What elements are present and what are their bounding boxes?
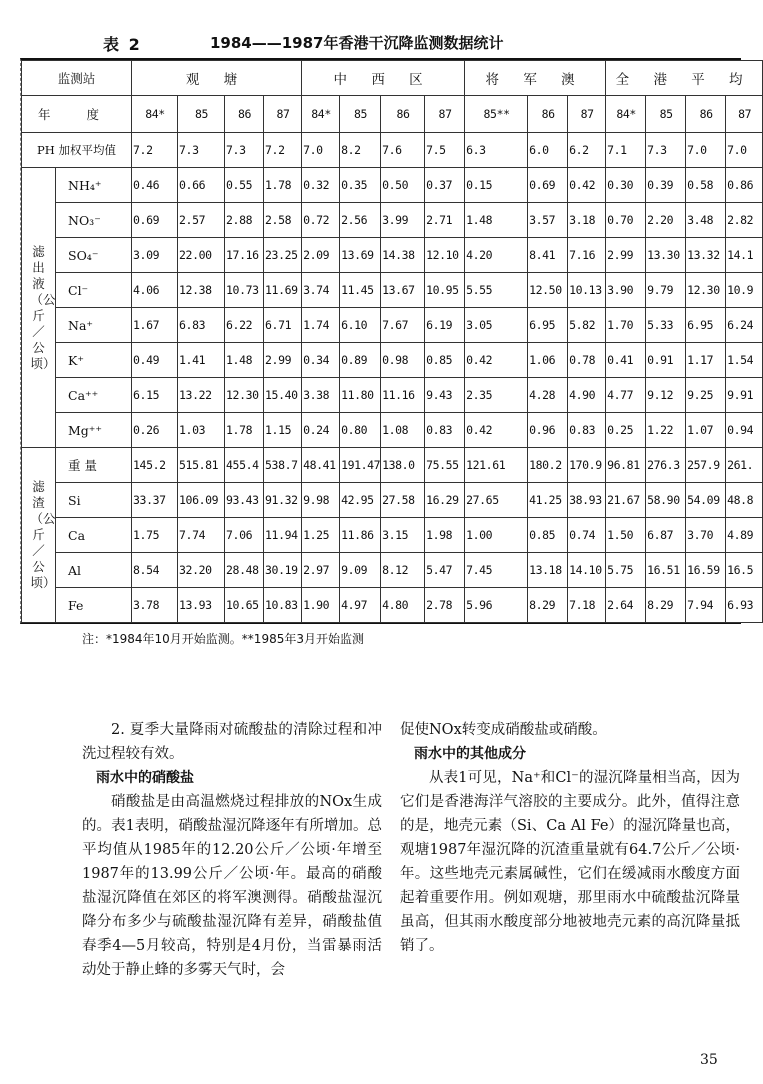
station-header-row bbox=[22, 61, 763, 96]
ph-value-cell: 7.0 bbox=[686, 133, 726, 168]
value-cell: 0.89 bbox=[340, 343, 381, 378]
paragraph: 促使NOx转变成硝酸盐或硝酸。 bbox=[400, 722, 607, 738]
value-cell: 5.75 bbox=[606, 553, 646, 588]
value-cell: 515.81 bbox=[178, 448, 225, 483]
value-cell: 13.22 bbox=[178, 378, 225, 413]
value-cell: 0.49 bbox=[132, 343, 178, 378]
value-cell: 14.10 bbox=[568, 553, 606, 588]
value-cell: 0.30 bbox=[606, 168, 646, 203]
value-cell: 2.57 bbox=[178, 203, 225, 238]
ph-value-cell: 6.3 bbox=[465, 133, 528, 168]
value-cell: 15.40 bbox=[264, 378, 302, 413]
value-cell: 9.43 bbox=[425, 378, 465, 413]
value-cell: 1.74 bbox=[302, 308, 340, 343]
value-cell: 6.22 bbox=[225, 308, 264, 343]
value-cell: 14.38 bbox=[381, 238, 425, 273]
value-cell: 6.19 bbox=[425, 308, 465, 343]
value-cell: 1.75 bbox=[132, 518, 178, 553]
component-label: Cl⁻ bbox=[56, 273, 132, 308]
value-cell: 0.34 bbox=[302, 343, 340, 378]
value-cell: 0.37 bbox=[425, 168, 465, 203]
value-cell: 7.18 bbox=[568, 588, 606, 623]
value-cell: 7.67 bbox=[381, 308, 425, 343]
ph-value-cell: 7.3 bbox=[646, 133, 686, 168]
value-cell: 3.15 bbox=[381, 518, 425, 553]
value-cell: 23.25 bbox=[264, 238, 302, 273]
value-cell: 3.57 bbox=[528, 203, 568, 238]
value-cell: 5.47 bbox=[425, 553, 465, 588]
value-cell: 2.35 bbox=[465, 378, 528, 413]
value-cell: 3.78 bbox=[132, 588, 178, 623]
value-cell: 48.41 bbox=[302, 448, 340, 483]
station-name: 将 军 澳 bbox=[465, 61, 606, 96]
component-label: Ca bbox=[56, 518, 132, 553]
component-label: Ca⁺⁺ bbox=[56, 378, 132, 413]
value-cell: 1.48 bbox=[225, 343, 264, 378]
value-cell: 1.17 bbox=[686, 343, 726, 378]
component-label: SO₄⁻ bbox=[56, 238, 132, 273]
value-cell: 0.15 bbox=[465, 168, 528, 203]
ph-value-cell: 7.1 bbox=[606, 133, 646, 168]
value-cell: 2.09 bbox=[302, 238, 340, 273]
value-cell: 538.7 bbox=[264, 448, 302, 483]
value-cell: 6.71 bbox=[264, 308, 302, 343]
value-cell: 8.29 bbox=[646, 588, 686, 623]
value-cell: 7.06 bbox=[225, 518, 264, 553]
value-cell: 16.51 bbox=[646, 553, 686, 588]
value-cell: 5.96 bbox=[465, 588, 528, 623]
value-cell: 0.78 bbox=[568, 343, 606, 378]
value-cell: 0.74 bbox=[568, 518, 606, 553]
group-label bbox=[22, 168, 56, 448]
value-cell: 93.43 bbox=[225, 483, 264, 518]
value-cell: 13.69 bbox=[340, 238, 381, 273]
component-label: Mg⁺⁺ bbox=[56, 413, 132, 448]
value-cell: 0.24 bbox=[302, 413, 340, 448]
value-cell: 0.69 bbox=[528, 168, 568, 203]
value-cell: 8.41 bbox=[528, 238, 568, 273]
value-cell: 1.78 bbox=[264, 168, 302, 203]
year-cell: 87 bbox=[726, 96, 763, 133]
value-cell: 13.30 bbox=[646, 238, 686, 273]
value-cell: 11.86 bbox=[340, 518, 381, 553]
table-row bbox=[22, 553, 763, 588]
table-label: 表 2 bbox=[103, 35, 142, 54]
value-cell: 1.90 bbox=[302, 588, 340, 623]
value-cell: 3.09 bbox=[132, 238, 178, 273]
value-cell: 1.54 bbox=[726, 343, 763, 378]
value-cell: 3.99 bbox=[381, 203, 425, 238]
year-cell: 87 bbox=[568, 96, 606, 133]
value-cell: 0.55 bbox=[225, 168, 264, 203]
value-cell: 9.09 bbox=[340, 553, 381, 588]
value-cell: 0.46 bbox=[132, 168, 178, 203]
value-cell: 11.45 bbox=[340, 273, 381, 308]
value-cell: 4.06 bbox=[132, 273, 178, 308]
value-cell: 1.03 bbox=[178, 413, 225, 448]
value-cell: 7.45 bbox=[465, 553, 528, 588]
data-table-wrapper bbox=[20, 58, 754, 624]
value-cell: 9.12 bbox=[646, 378, 686, 413]
ph-value-cell: 7.3 bbox=[178, 133, 225, 168]
value-cell: 41.25 bbox=[528, 483, 568, 518]
component-label: NH₄⁺ bbox=[56, 168, 132, 203]
value-cell: 10.95 bbox=[425, 273, 465, 308]
table-row bbox=[22, 588, 763, 623]
value-cell: 11.69 bbox=[264, 273, 302, 308]
component-label: NO₃⁻ bbox=[56, 203, 132, 238]
year-cell: 86 bbox=[528, 96, 568, 133]
value-cell: 0.42 bbox=[465, 413, 528, 448]
value-cell: 1.98 bbox=[425, 518, 465, 553]
ph-value-cell: 7.5 bbox=[425, 133, 465, 168]
table-row bbox=[22, 483, 763, 518]
station-name: 中 西 区 bbox=[302, 61, 465, 96]
value-cell: 9.98 bbox=[302, 483, 340, 518]
value-cell: 9.91 bbox=[726, 378, 763, 413]
paragraph: 从表1可见，Na⁺和Cl⁻的湿沉降量相当高，因为它们是香港海洋气溶胶的主要成分。此外，值得注意的是，地壳元素（Si、Ca Al Fe）的湿沉降量也高，观塘1987年湿沉降的沉渣重量就有64.7公斤／公顷·年。这些地壳元素属碱性，它们在缓减雨水酸度方面起着重要作用。例如观塘，那里雨水中硫酸盐沉降量虽高，但其雨水酸度部分地被地壳元素的高沉降量抵销了。 bbox=[400, 770, 740, 954]
value-cell: 0.83 bbox=[568, 413, 606, 448]
value-cell: 1.00 bbox=[465, 518, 528, 553]
value-cell: 0.91 bbox=[646, 343, 686, 378]
value-cell: 0.42 bbox=[465, 343, 528, 378]
value-cell: 2.71 bbox=[425, 203, 465, 238]
value-cell: 0.85 bbox=[528, 518, 568, 553]
value-cell: 2.99 bbox=[264, 343, 302, 378]
paragraph: 硝酸盐是由高温燃烧过程排放的NOx生成的。表1表明，硝酸盐湿沉降逐年有所增加。总平均值从1985年的12.20公斤／公顷·年增至1987年的13.99公斤／公顷·年。最高的硝酸盐湿沉降值在郊区的将军澳测得。硝酸盐湿沉降分布多少与硫酸盐湿沉降有差异，硝酸盐值春季4—5月较高，特别是4月份，当雷暴雨活动处于静止蜂的多雾天气时，会 bbox=[82, 794, 382, 978]
value-cell: 0.96 bbox=[528, 413, 568, 448]
value-cell: 0.39 bbox=[646, 168, 686, 203]
value-cell: 9.79 bbox=[646, 273, 686, 308]
ph-row bbox=[22, 133, 763, 168]
ph-value-cell: 7.2 bbox=[132, 133, 178, 168]
left-column bbox=[82, 718, 382, 982]
value-cell: 1.67 bbox=[132, 308, 178, 343]
component-label: 重 量 bbox=[56, 448, 132, 483]
value-cell: 0.94 bbox=[726, 413, 763, 448]
ph-value-cell: 7.0 bbox=[726, 133, 763, 168]
value-cell: 5.82 bbox=[568, 308, 606, 343]
value-cell: 3.74 bbox=[302, 273, 340, 308]
value-cell: 58.90 bbox=[646, 483, 686, 518]
value-cell: 2.58 bbox=[264, 203, 302, 238]
value-cell: 6.83 bbox=[178, 308, 225, 343]
value-cell: 2.64 bbox=[606, 588, 646, 623]
value-cell: 4.20 bbox=[465, 238, 528, 273]
value-cell: 3.90 bbox=[606, 273, 646, 308]
value-cell: 0.32 bbox=[302, 168, 340, 203]
value-cell: 0.80 bbox=[340, 413, 381, 448]
value-cell: 4.89 bbox=[726, 518, 763, 553]
value-cell: 1.22 bbox=[646, 413, 686, 448]
value-cell: 10.13 bbox=[568, 273, 606, 308]
value-cell: 27.58 bbox=[381, 483, 425, 518]
table-row bbox=[22, 168, 763, 203]
value-cell: 6.93 bbox=[726, 588, 763, 623]
ph-value-cell: 7.0 bbox=[302, 133, 340, 168]
value-cell: 12.38 bbox=[178, 273, 225, 308]
component-label: K⁺ bbox=[56, 343, 132, 378]
value-cell: 2.78 bbox=[425, 588, 465, 623]
value-cell: 96.81 bbox=[606, 448, 646, 483]
value-cell: 0.86 bbox=[726, 168, 763, 203]
value-cell: 1.06 bbox=[528, 343, 568, 378]
value-cell: 0.26 bbox=[132, 413, 178, 448]
year-cell: 87 bbox=[264, 96, 302, 133]
value-cell: 0.42 bbox=[568, 168, 606, 203]
value-cell: 16.59 bbox=[686, 553, 726, 588]
table-row bbox=[22, 448, 763, 483]
value-cell: 2.88 bbox=[225, 203, 264, 238]
value-cell: 11.94 bbox=[264, 518, 302, 553]
component-label: Fe bbox=[56, 588, 132, 623]
value-cell: 91.32 bbox=[264, 483, 302, 518]
value-cell: 8.29 bbox=[528, 588, 568, 623]
value-cell: 6.87 bbox=[646, 518, 686, 553]
value-cell: 6.10 bbox=[340, 308, 381, 343]
right-column bbox=[400, 718, 740, 958]
station-name: 观 塘 bbox=[132, 61, 302, 96]
value-cell: 6.95 bbox=[686, 308, 726, 343]
value-cell: 8.12 bbox=[381, 553, 425, 588]
value-cell: 16.5 bbox=[726, 553, 763, 588]
value-cell: 12.10 bbox=[425, 238, 465, 273]
value-cell: 13.93 bbox=[178, 588, 225, 623]
paragraph: 2. 夏季大量降雨对硫酸盐的清除过程和冲洗过程较有效。 bbox=[82, 722, 382, 762]
value-cell: 4.28 bbox=[528, 378, 568, 413]
value-cell: 2.82 bbox=[726, 203, 763, 238]
station-header-label: 监测站 bbox=[22, 61, 132, 96]
value-cell: 6.24 bbox=[726, 308, 763, 343]
year-header-label: 年 度 bbox=[22, 96, 132, 133]
value-cell: 21.67 bbox=[606, 483, 646, 518]
value-cell: 3.38 bbox=[302, 378, 340, 413]
page-number: 35 bbox=[700, 1052, 718, 1068]
value-cell: 2.97 bbox=[302, 553, 340, 588]
year-cell: 85 bbox=[340, 96, 381, 133]
value-cell: 4.90 bbox=[568, 378, 606, 413]
value-cell: 191.47 bbox=[340, 448, 381, 483]
table-row bbox=[22, 273, 763, 308]
value-cell: 11.80 bbox=[340, 378, 381, 413]
value-cell: 32.20 bbox=[178, 553, 225, 588]
value-cell: 2.56 bbox=[340, 203, 381, 238]
table-row bbox=[22, 343, 763, 378]
value-cell: 170.9 bbox=[568, 448, 606, 483]
ph-value-cell: 7.3 bbox=[225, 133, 264, 168]
value-cell: 9.25 bbox=[686, 378, 726, 413]
value-cell: 38.93 bbox=[568, 483, 606, 518]
value-cell: 10.65 bbox=[225, 588, 264, 623]
value-cell: 5.55 bbox=[465, 273, 528, 308]
year-cell: 86 bbox=[225, 96, 264, 133]
value-cell: 6.95 bbox=[528, 308, 568, 343]
value-cell: 7.16 bbox=[568, 238, 606, 273]
group-label-text: 滤出液（公斤／公顷） bbox=[30, 243, 56, 371]
value-cell: 12.50 bbox=[528, 273, 568, 308]
value-cell: 13.67 bbox=[381, 273, 425, 308]
value-cell: 1.70 bbox=[606, 308, 646, 343]
group-label bbox=[22, 448, 56, 623]
value-cell: 257.9 bbox=[686, 448, 726, 483]
value-cell: 0.35 bbox=[340, 168, 381, 203]
group-label-text: 滤渣（公斤／公顷） bbox=[30, 479, 56, 590]
table-note: 注：*1984年10月开始监测。**1985年3月开始监测 bbox=[82, 632, 364, 646]
value-cell: 3.05 bbox=[465, 308, 528, 343]
section-heading: 雨水中的其他成分 bbox=[414, 746, 526, 762]
table-row bbox=[22, 308, 763, 343]
value-cell: 3.48 bbox=[686, 203, 726, 238]
value-cell: 276.3 bbox=[646, 448, 686, 483]
data-table bbox=[21, 60, 763, 623]
section-heading: 雨水中的硝酸盐 bbox=[96, 770, 194, 786]
year-header-row bbox=[22, 96, 763, 133]
table-row bbox=[22, 413, 763, 448]
value-cell: 0.85 bbox=[425, 343, 465, 378]
value-cell: 54.09 bbox=[686, 483, 726, 518]
value-cell: 11.16 bbox=[381, 378, 425, 413]
table-title: 1984——1987年香港干沉降监测数据统计 bbox=[210, 34, 504, 52]
value-cell: 0.58 bbox=[686, 168, 726, 203]
value-cell: 1.50 bbox=[606, 518, 646, 553]
value-cell: 8.54 bbox=[132, 553, 178, 588]
year-cell: 86 bbox=[381, 96, 425, 133]
value-cell: 0.98 bbox=[381, 343, 425, 378]
table-caption bbox=[0, 32, 740, 54]
ph-value-cell: 7.6 bbox=[381, 133, 425, 168]
ph-value-cell: 8.2 bbox=[340, 133, 381, 168]
value-cell: 3.18 bbox=[568, 203, 606, 238]
value-cell: 1.78 bbox=[225, 413, 264, 448]
value-cell: 10.73 bbox=[225, 273, 264, 308]
value-cell: 4.77 bbox=[606, 378, 646, 413]
value-cell: 14.1 bbox=[726, 238, 763, 273]
value-cell: 1.08 bbox=[381, 413, 425, 448]
year-cell: 87 bbox=[425, 96, 465, 133]
value-cell: 75.55 bbox=[425, 448, 465, 483]
ph-value-cell: 6.0 bbox=[528, 133, 568, 168]
value-cell: 27.65 bbox=[465, 483, 528, 518]
value-cell: 455.4 bbox=[225, 448, 264, 483]
value-cell: 4.97 bbox=[340, 588, 381, 623]
value-cell: 5.33 bbox=[646, 308, 686, 343]
value-cell: 0.72 bbox=[302, 203, 340, 238]
value-cell: 0.25 bbox=[606, 413, 646, 448]
value-cell: 2.20 bbox=[646, 203, 686, 238]
value-cell: 0.83 bbox=[425, 413, 465, 448]
value-cell: 42.95 bbox=[340, 483, 381, 518]
value-cell: 3.70 bbox=[686, 518, 726, 553]
value-cell: 2.99 bbox=[606, 238, 646, 273]
value-cell: 1.07 bbox=[686, 413, 726, 448]
value-cell: 30.19 bbox=[264, 553, 302, 588]
value-cell: 7.94 bbox=[686, 588, 726, 623]
value-cell: 12.30 bbox=[225, 378, 264, 413]
value-cell: 12.30 bbox=[686, 273, 726, 308]
ph-value-cell: 7.2 bbox=[264, 133, 302, 168]
value-cell: 13.18 bbox=[528, 553, 568, 588]
value-cell: 17.16 bbox=[225, 238, 264, 273]
year-cell: 85 bbox=[646, 96, 686, 133]
value-cell: 22.00 bbox=[178, 238, 225, 273]
year-cell: 84* bbox=[606, 96, 646, 133]
value-cell: 7.74 bbox=[178, 518, 225, 553]
value-cell: 180.2 bbox=[528, 448, 568, 483]
value-cell: 6.15 bbox=[132, 378, 178, 413]
table-row bbox=[22, 378, 763, 413]
value-cell: 1.25 bbox=[302, 518, 340, 553]
value-cell: 10.83 bbox=[264, 588, 302, 623]
ph-value-cell: 6.2 bbox=[568, 133, 606, 168]
value-cell: 48.8 bbox=[726, 483, 763, 518]
value-cell: 10.9 bbox=[726, 273, 763, 308]
value-cell: 261. bbox=[726, 448, 763, 483]
value-cell: 121.61 bbox=[465, 448, 528, 483]
station-name: 全 港 平 均 bbox=[606, 61, 763, 96]
component-label: Na⁺ bbox=[56, 308, 132, 343]
value-cell: 145.2 bbox=[132, 448, 178, 483]
year-cell: 84* bbox=[302, 96, 340, 133]
table-row bbox=[22, 203, 763, 238]
value-cell: 0.50 bbox=[381, 168, 425, 203]
value-cell: 0.41 bbox=[606, 343, 646, 378]
component-label: Si bbox=[56, 483, 132, 518]
ph-label: PH 加权平均值 bbox=[22, 133, 132, 168]
value-cell: 16.29 bbox=[425, 483, 465, 518]
value-cell: 28.48 bbox=[225, 553, 264, 588]
year-cell: 85 bbox=[178, 96, 225, 133]
table-row bbox=[22, 238, 763, 273]
value-cell: 13.32 bbox=[686, 238, 726, 273]
value-cell: 106.09 bbox=[178, 483, 225, 518]
value-cell: 4.80 bbox=[381, 588, 425, 623]
table-row bbox=[22, 518, 763, 553]
year-cell: 84* bbox=[132, 96, 178, 133]
component-label: Al bbox=[56, 553, 132, 588]
year-cell: 85** bbox=[465, 96, 528, 133]
value-cell: 1.48 bbox=[465, 203, 528, 238]
year-cell: 86 bbox=[686, 96, 726, 133]
value-cell: 0.70 bbox=[606, 203, 646, 238]
value-cell: 1.15 bbox=[264, 413, 302, 448]
value-cell: 0.69 bbox=[132, 203, 178, 238]
value-cell: 0.66 bbox=[178, 168, 225, 203]
value-cell: 33.37 bbox=[132, 483, 178, 518]
value-cell: 1.41 bbox=[178, 343, 225, 378]
value-cell: 138.0 bbox=[381, 448, 425, 483]
